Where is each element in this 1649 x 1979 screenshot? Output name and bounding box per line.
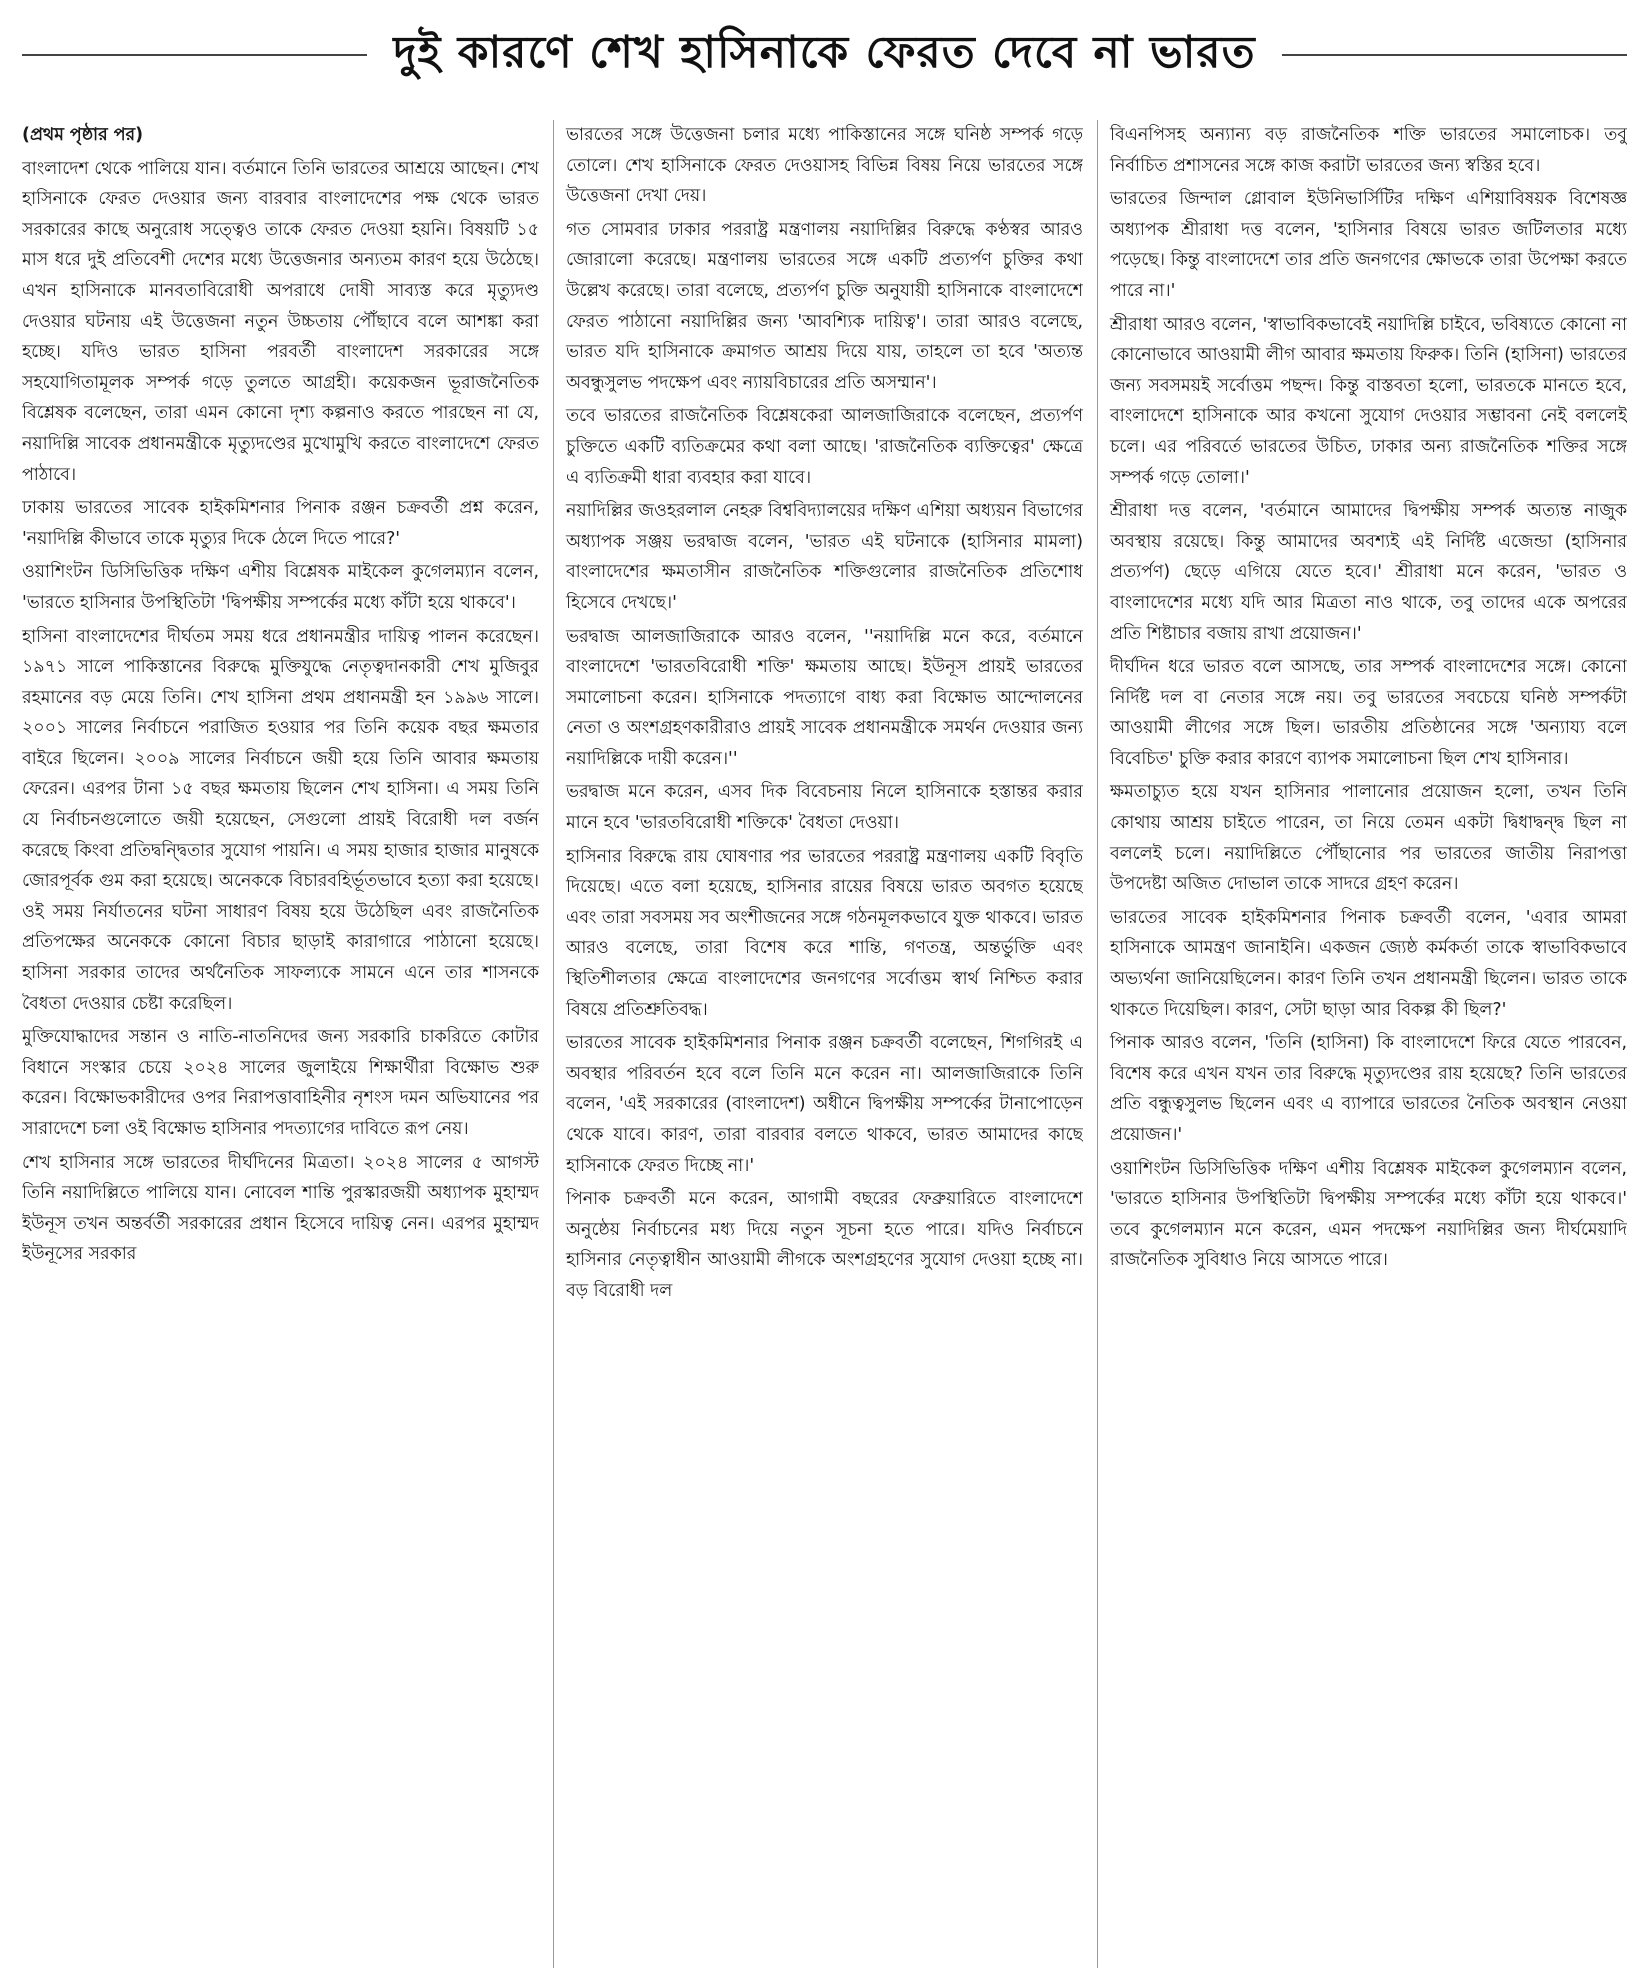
paragraph: শেখ হাসিনার সঙ্গে ভারতের দীর্ঘদিনের মিত্রতা। ২০২৪ সালের ৫ আগস্ট তিনি নয়াদিল্লিতে পালিয়ে যান। নোবেল শান্তি পুরস্কারজয়ী অধ্যাপক মুহাম্মদ ইউনূস তখন অন্তর্বর্তী সরকারের প্রধান হিসেবে দায়িত্ব নেন। এরপর মুহাম্মদ ইউনূসের সরকার (22, 1152, 539, 1265)
article-column-1 (22, 120, 539, 1968)
headline-row (22, 22, 1627, 88)
paragraph: পিনাক আরও বলেন, 'তিনি (হাসিনা) কি বাংলাদেশে ফিরে যেতে পারবেন, বিশেষ করে এখন যখন তার বিরুদ্ধে মৃত্যুদণ্ডের রায় হয়েছে? তিনি ভারতের প্রতি বন্ধুত্বসুলভ ছিলেন এবং এ ব্যাপারে ভারতের নৈতিক অবস্থান নেওয়া প্রয়োজন।' (1110, 1033, 1627, 1145)
article-column-3 (1097, 120, 1627, 1968)
paragraph: হাসিনার বিরুদ্ধে রায় ঘোষণার পর ভারতের পররাষ্ট্র মন্ত্রণালয় একটি বিবৃতি দিয়েছে। এতে বলা হয়েছে, হাসিনার রায়ের বিষয়ে ভারত অবগত হয়েছে এবং তারা সবসময় সব অংশীজনের সঙ্গে গঠনমূলকভাবে যুক্ত থাকবে। ভারত আরও বলেছে, তারা বিশেষ করে শান্তি, গণতন্ত্র, অন্তর্ভুক্তি এবং স্থিতিশীলতার ক্ষেত্রে বাংলাদেশের জনগণের সর্বোত্তম স্বার্থ নিশ্চিত করার বিষয়ে প্রতিশ্রুতিবদ্ধ। (566, 846, 1083, 1020)
paragraph: বাংলাদেশ থেকে পালিয়ে যান। বর্তমানে তিনি ভারতের আশ্রয়ে আছেন। শেখ হাসিনাকে ফেরত দেওয়ার জন্য বারবার বাংলাদেশের পক্ষ থেকে ভারত সরকারের কাছে অনুরোধ সত্ত্বেও তাকে ফেরত দেওয়া হয়নি। বিষয়টি ১৫ মাস ধরে দুই প্রতিবেশী দেশের মধ্যে উত্তেজনার অন্যতম কারণ হয়ে উঠেছে। এখন হাসিনাকে মানবতাবিরোধী অপরাধে দোষী সাব্যস্ত করে মৃত্যুদণ্ড দেওয়ার ঘটনায় এই উত্তেজনা নতুন উচ্চতায় পৌঁছাবে বলে আশঙ্কা করা হচ্ছে। যদিও ভারত হাসিনা পরবর্তী বাংলাদেশ সরকারের সঙ্গে সহযোগিতামূলক সম্পর্ক গড়ে তুলতে আগ্রহী। কয়েকজন ভূরাজনৈতিক বিশ্লেষক বলেছেন, তারা এমন কোনো দৃশ্য কল্পনাও করতে পারছেন না যে, নয়াদিল্লি সাবেক প্রধানমন্ত্রীকে মৃত্যুদণ্ডের মুখোমুখি করতে বাংলাদেশে ফেরত পাঠাবে। (22, 158, 539, 485)
paragraph: শ্রীরাধা আরও বলেন, 'স্বাভাবিকভাবেই নয়াদিল্লি চাইবে, ভবিষ্যতে কোনো না কোনোভাবে আওয়ামী লীগ আবার ক্ষমতায় ফিরুক। তিনি (হাসিনা) ভারতের জন্য সবসময়ই সর্বোত্তম পছন্দ। কিন্তু বাস্তবতা হলো, ভারতকে মানতে হবে, বাংলাদেশে হাসিনাকে আর কখনো সুযোগ দেওয়ার সম্ভাবনা নেই বললেই চলে। এর পরিবর্তে ভারতের উচিত, ঢাকার অন্য রাজনৈতিক শক্তির সঙ্গে সম্পর্ক গড়ে তোলা।' (1110, 314, 1627, 488)
paragraph: হাসিনা বাংলাদেশের দীর্ঘতম সময় ধরে প্রধানমন্ত্রীর দায়িত্ব পালন করেছেন। ১৯৭১ সালে পাকিস্তানের বিরুদ্ধে মুক্তিযুদ্ধে নেতৃত্বদানকারী শেখ মুজিবুর রহমানের বড় মেয়ে তিনি। শেখ হাসিনা প্রথম প্রধানমন্ত্রী হন ১৯৯৬ সালে। ২০০১ সালের নির্বাচনে পরাজিত হওয়ার পর তিনি কয়েক বছর ক্ষমতার বাইরে ছিলেন। ২০০৯ সালের নির্বাচনে জয়ী হয়ে তিনি আবার ক্ষমতায় ফেরেন। এরপর টানা ১৫ বছর ক্ষমতায় ছিলেন শেখ হাসিনা। এ সময় তিনি যে নির্বাচনগুলোতে জয়ী হয়েছেন, সেগুলো প্রায়ই বিরোধী দল বর্জন করেছে কিংবা প্রতিদ্বন্দ্বিতার সুযোগ পায়নি। এ সময় হাজার হাজার মানুষকে জোরপূর্বক গুম করা হয়েছে। অনেককে বিচারবহির্ভূতভাবে হত্যা করা হয়েছে। ওই সময় নির্যাতনের ঘটনা সাধারণ বিষয় হয়ে উঠেছিল এবং রাজনৈতিক প্রতিপক্ষের অনেককে কোনো বিচার ছাড়াই কারাগারে পাঠানো হয়েছে। হাসিনা সরকার তাদের অর্থনৈতিক সাফল্যকে সামনে এনে তার শাসনকে বৈধতা দেওয়ার চেষ্টা করেছিল। (22, 626, 539, 1014)
paragraph: ভরদ্বাজ মনে করেন, এসব দিক বিবেচনায় নিলে হাসিনাকে হস্তান্তর করার মানে হবে 'ভারতবিরোধী শক্তিকে' বৈধতা দেওয়া। (566, 782, 1083, 834)
paragraph: ভারতের সাবেক হাইকমিশনার পিনাক চক্রবর্তী বলেন, 'এবার আমরা হাসিনাকে আমন্ত্রণ জানাইনি। একজন জ্যেষ্ঠ কর্মকর্তা তাকে স্বাভাবিকভাবে অভ্যর্থনা জানিয়েছিলেন। কারণ তিনি তখন প্রধানমন্ত্রী ছিলেন। ভারত তাকে থাকতে দিয়েছিল। কারণ, সেটা ছাড়া আর বিকল্প কী ছিল?' (1110, 907, 1627, 1020)
paragraph: ভারতের জিন্দাল গ্লোবাল ইউনিভার্সিটির দক্ষিণ এশিয়াবিষয়ক বিশেষজ্ঞ অধ্যাপক শ্রীরাধা দত্ত বলেন, 'হাসিনার বিষয়ে ভারত জটিলতার মধ্যে পড়েছে। কিন্তু বাংলাদেশে তার প্রতি জনগণের ক্ষোভকে তারা উপেক্ষা করতে পারে না।' (1110, 189, 1627, 301)
article-column-2 (553, 120, 1083, 1968)
headline-rule-right (1282, 54, 1627, 56)
paragraph: ওয়াশিংটন ডিসিভিত্তিক দক্ষিণ এশীয় বিশ্লেষক মাইকেল কুগেলম্যান বলেন, 'ভারতে হাসিনার উপস্থিতিটা দ্বিপক্ষীয় সম্পর্কের মধ্যে কাঁটা হয়ে থাকবে।' তবে কুগেলম্যান মনে করেন, এমন পদক্ষেপ নয়াদিল্লির জন্য দীর্ঘমেয়াদি রাজনৈতিক সুবিধাও নিয়ে আসতে পারে। (1110, 1158, 1627, 1271)
paragraph: পিনাক চক্রবর্তী মনে করেন, আগামী বছরের ফেব্রুয়ারিতে বাংলাদেশে অনুষ্ঠেয় নির্বাচনের মধ্য দিয়ে নতুন সূচনা হতে পারে। যদিও নির্বাচনে হাসিনার নেতৃত্বাধীন আওয়ামী লীগকে অংশগ্রহণের সুযোগ দেওয়া হচ্ছে না। বড় বিরোধী দল (566, 1189, 1083, 1301)
article-headline: দুই কারণে শেখ হাসিনাকে ফেরত দেবে না ভারত (393, 26, 1256, 78)
paragraph: ভারতের সঙ্গে উত্তেজনা চলার মধ্যে পাকিস্তানের সঙ্গে ঘনিষ্ঠ সম্পর্ক গড়ে তোলে। শেখ হাসিনাকে ফেরত দেওয়াসহ বিভিন্ন বিষয় নিয়ে ভারতের সঙ্গে উত্তেজনা দেখা দেয়। (566, 125, 1083, 207)
paragraph: মুক্তিযোদ্ধাদের সন্তান ও নাতি-নাতনিদের জন্য সরকারি চাকরিতে কোটার বিধানে সংস্কার চেয়ে ২০২৪ সালের জুলাইয়ে শিক্ষার্থীরা বিক্ষোভ শুরু করেন। বিক্ষোভকারীদের ওপর নিরাপত্তাবাহিনীর নৃশংস দমন অভিযানের পর সারাদেশে চলা ওই বিক্ষোভ হাসিনার পদত্যাগের দাবিতে রূপ নেয়। (22, 1027, 539, 1139)
paragraph: নয়াদিল্লির জওহরলাল নেহরু বিশ্ববিদ্যালয়ের দক্ষিণ এশিয়া অধ্যয়ন বিভাগের অধ্যাপক সঞ্জয় ভরদ্বাজ বলেন, 'ভারত এই ঘটনাকে (হাসিনার মামলা) বাংলাদেশের ক্ষমতাসীন রাজনৈতিক শক্তিগুলোর রাজনৈতিক প্রতিশোধ হিসেবে দেখছে।' (566, 501, 1083, 613)
paragraph: ভরদ্বাজ আলজাজিরাকে আরও বলেন, ''নয়াদিল্লি মনে করে, বর্তমানে বাংলাদেশে 'ভারতবিরোধী শক্তি' ক্ষমতায় আছে। ইউনূস প্রায়ই ভারতের সমালোচনা করেন। হাসিনাকে পদত্যাগে বাধ্য করা বিক্ষোভ আন্দোলনের নেতা ও অংশগ্রহণকারীরাও প্রায়ই সাবেক প্রধানমন্ত্রীকে সমর্থন দেওয়ার জন্য নয়াদিল্লিকে দায়ী করেন।'' (566, 626, 1083, 769)
headline-rule-left (22, 54, 367, 56)
paragraph: ক্ষমতাচ্যুত হয়ে যখন হাসিনার পালানোর প্রয়োজন হলো, তখন তিনি কোথায় আশ্রয় চাইতে পারেন, তা নিয়ে তেমন একটা দ্বিধাদ্বন্দ্ব ছিল না বললেই চলে। নয়াদিল্লিতে পৌঁছানোর পর ভারতের জাতীয় নিরাপত্তা উপদেষ্টা অজিত দোভাল তাকে সাদরে গ্রহণ করেন। (1110, 782, 1627, 895)
article-columns (22, 120, 1627, 1968)
paragraph: ভারতের সাবেক হাইকমিশনার পিনাক রঞ্জন চক্রবর্তী বলেছেন, শিগগিরই এ অবস্থার পরিবর্তন হবে বলে তিনি মনে করেন না। আলজাজিরাকে তিনি বলেন, 'এই সরকারের (বাংলাদেশ) অধীনে দ্বিপক্ষীয় সম্পর্কের টানাপোড়েন থেকে যাবে। কারণ, তারা বারবার বলতে থাকবে, ভারত আমাদের কাছে হাসিনাকে ফেরত দিচ্ছে না।' (566, 1033, 1083, 1176)
paragraph: বিএনপিসহ অন্যান্য বড় রাজনৈতিক শক্তি ভারতের সমালোচক। তবু নির্বাচিত প্রশাসনের সঙ্গে কাজ করাটা ভারতের জন্য স্বস্তির হবে। (1110, 125, 1627, 176)
paragraph: গত সোমবার ঢাকার পররাষ্ট্র মন্ত্রণালয় নয়াদিল্লির বিরুদ্ধে কণ্ঠস্বর আরও জোরালো করেছে। মন্ত্রণালয় ভারতের সঙ্গে একটি প্রত্যর্পণ চুক্তির কথা উল্লেখ করেছে। তারা বলেছে, প্রত্যর্পণ চুক্তি অনুযায়ী হাসিনাকে বাংলাদেশে ফেরত পাঠানো নয়াদিল্লির জন্য 'আবশ্যিক দায়িত্ব'। তারা আরও বলেছে, ভারত যদি হাসিনাকে ক্রমাগত আশ্রয় দিয়ে যায়, তাহলে তা হবে 'অত্যন্ত অবন্ধুসুলভ পদক্ষেপ এবং ন্যায়বিচারের প্রতি অসম্মান'। (566, 219, 1083, 393)
paragraph: তবে ভারতের রাজনৈতিক বিশ্লেষকেরা আলজাজিরাকে বলেছেন, প্রত্যর্পণ চুক্তিতে একটি ব্যতিক্রমের কথা বলা আছে। 'রাজনৈতিক ব্যক্তিত্বের' ক্ষেত্রে এ ব্যতিক্রমী ধারা ব্যবহার করা যাবে। (566, 406, 1083, 488)
paragraph: ওয়াশিংটন ডিসিভিত্তিক দক্ষিণ এশীয় বিশ্লেষক মাইকেল কুগেলম্যান বলেন, 'ভারতে হাসিনার উপস্থিতিটা 'দ্বিপক্ষীয় সম্পর্কের মধ্যে কাঁটা হয়ে থাকবে'। (22, 562, 539, 613)
paragraph: ঢাকায় ভারতের সাবেক হাইকমিশনার পিনাক রঞ্জন চক্রবর্তী প্রশ্ন করেন, 'নয়াদিল্লি কীভাবে তাকে মৃত্যুর দিকে ঠেলে দিতে পারে?' (22, 498, 539, 549)
continued-label: (প্রথম পৃষ্ঠার পর) (22, 125, 144, 145)
paragraph: শ্রীরাধা দত্ত বলেন, 'বর্তমানে আমাদের দ্বিপক্ষীয় সম্পর্ক অত্যন্ত নাজুক অবস্থায় রয়েছে। কিন্তু আমাদের অবশ্যই এই নির্দিষ্ট এজেন্ডা (হাসিনার প্রত্যর্পণ) ছেড়ে এগিয়ে যেতে হবে।' শ্রীরাধা মনে করেন, 'ভারত ও বাংলাদেশের মধ্যে যদি আর মিত্রতা নাও থাকে, তবু তাদের একে অপরের প্রতি শিষ্টাচার বজায় রাখা প্রয়োজন।' (1110, 501, 1627, 644)
paragraph: দীর্ঘদিন ধরে ভারত বলে আসছে, তার সম্পর্ক বাংলাদেশের সঙ্গে। কোনো নির্দিষ্ট দল বা নেতার সঙ্গে নয়। তবু ভারতের সবচেয়ে ঘনিষ্ঠ সম্পর্কটা আওয়ামী লীগের সঙ্গে ছিল। ভারতীয় প্রতিষ্ঠানের সঙ্গে 'অন্যায্য বলে বিবেচিত' চুক্তি করার কারণে ব্যাপক সমালোচনা ছিল শেখ হাসিনার। (1110, 657, 1627, 769)
